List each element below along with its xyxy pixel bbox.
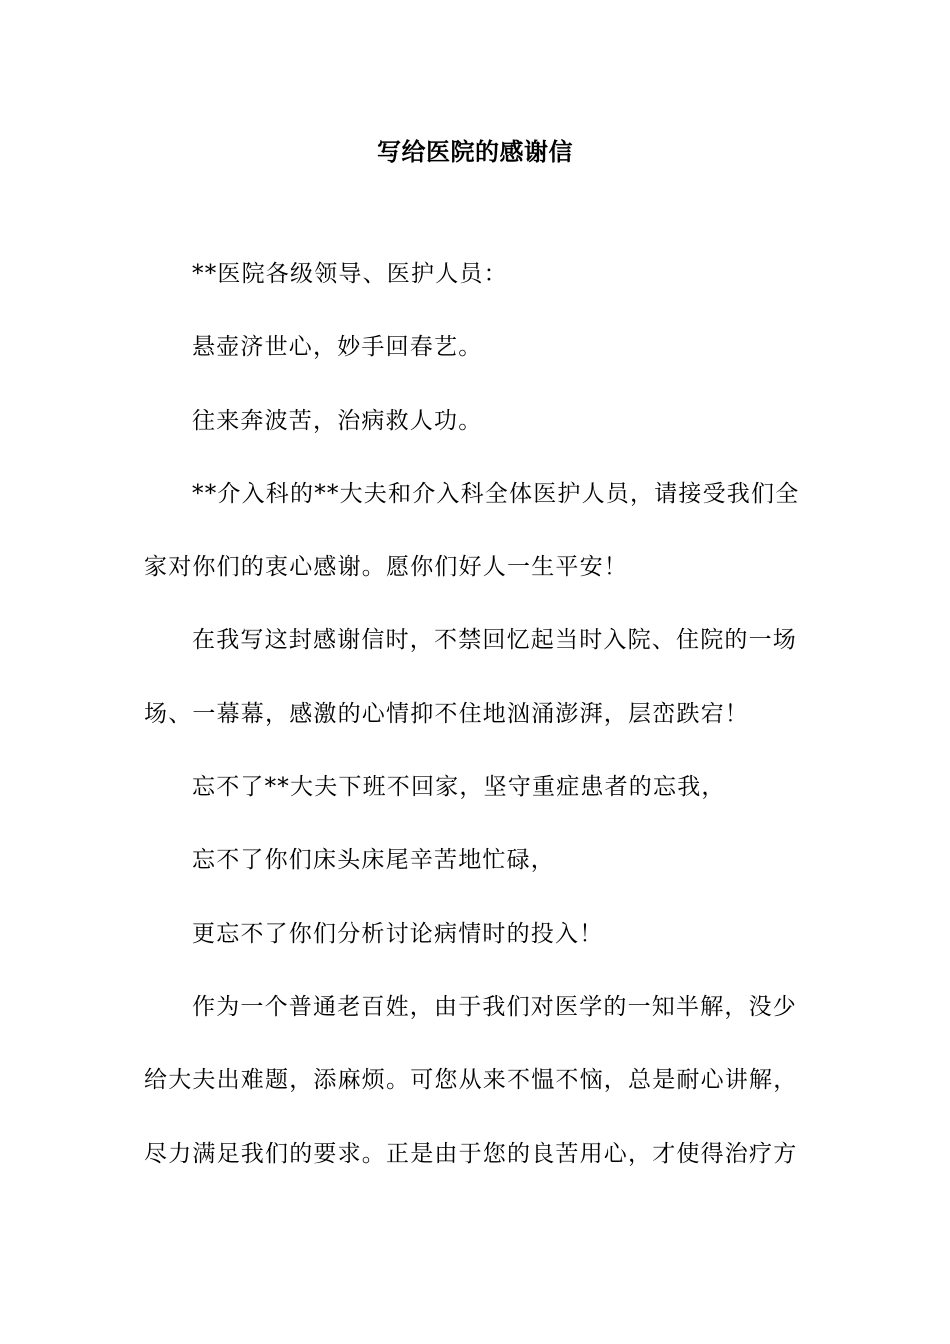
paragraph-line: 更忘不了你们分析讨论病情时的投入！ — [192, 920, 604, 947]
page-title: 写给医院的感谢信 — [377, 137, 573, 166]
paragraph-line: 场、一幕幕，感激的心情抑不住地汹涌澎湃，层峦跌宕！ — [144, 700, 749, 727]
paragraph-line: 作为一个普通老百姓，由于我们对医学的一知半解，没少 — [192, 993, 797, 1020]
paragraph-line: **介入科的**大夫和介入科全体医护人员，请接受我们全 — [192, 480, 800, 507]
paragraph-line: 在我写这封感谢信时，不禁回忆起当时入院、住院的一场 — [192, 627, 797, 654]
paragraph-line: **医院各级领导、医护人员： — [192, 261, 508, 287]
paragraph-line: 往来奔波苦，治病救人功。 — [192, 407, 483, 434]
paragraph-line: 家对你们的衷心感谢。愿你们好人一生平安！ — [144, 554, 628, 581]
paragraph-line: 给大夫出难题，添麻烦。可您从来不愠不恼，总是耐心讲解， — [144, 1067, 798, 1094]
letter-body — [144, 238, 808, 1191]
paragraph-line: 悬壶济世心，妙手回春艺。 — [192, 334, 483, 361]
paragraph-line: 尽力满足我们的要求。正是由于您的良苦用心，才使得治疗方 — [144, 1140, 798, 1167]
paragraph-line: 忘不了你们床头床尾辛苦地忙碌， — [192, 847, 555, 874]
paragraph-line: 忘不了**大夫下班不回家，坚守重症患者的忘我， — [192, 774, 726, 801]
